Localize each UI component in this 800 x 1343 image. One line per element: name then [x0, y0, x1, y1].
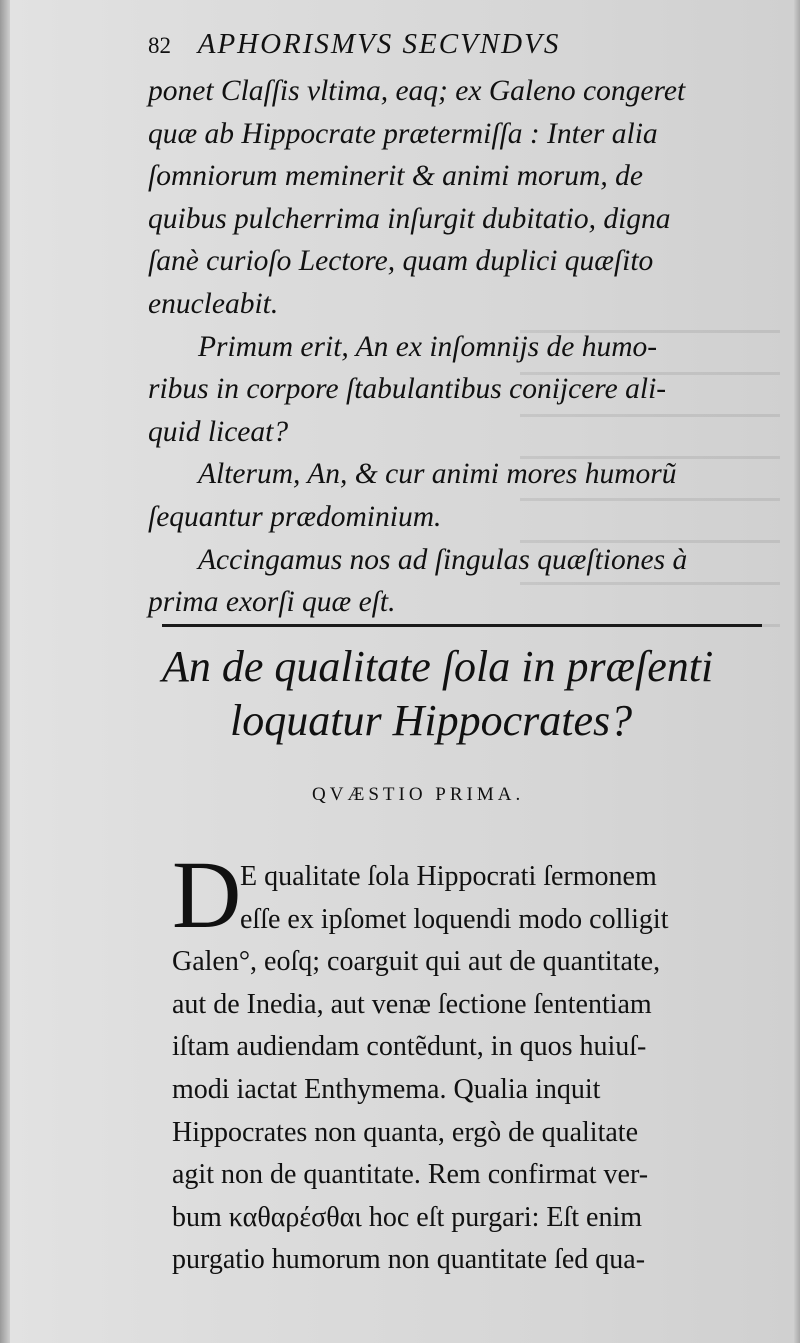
text-line: ponet Claſſis vltima, eaq; ex Galeno congeret: [148, 75, 686, 107]
text-line: purgatio humorum non quantitate ſed qua-: [172, 1244, 646, 1276]
section-title-line: An de qualitate ſola in præſenti: [162, 642, 714, 691]
text-line: prima exorſi quæ eſt.: [148, 586, 396, 619]
running-title: APHORISMVS SECVNDVS: [197, 28, 561, 60]
page-number: 82: [148, 33, 171, 58]
text-line: E qualitate ſola Hippocrati ſermonem: [240, 861, 657, 892]
text-line: ſequantur prædominium.: [148, 500, 442, 533]
section-title: [162, 640, 782, 748]
section-title-line: loquatur Hippocrates?: [230, 696, 633, 745]
text-line: eſſe ex ipſomet loquendi modo colligit: [240, 903, 669, 935]
text-line: quæ ab Hippocrate prætermiſſa : Inter alia: [148, 117, 658, 150]
text-line: quibus pulcherrima inſurgit dubitatio, digna: [148, 202, 671, 235]
text-line: Accingamus nos ad ſingulas quæſtiones à: [198, 543, 688, 576]
text-line: Primum erit, An ex inſomnijs de humo-: [198, 330, 658, 363]
text-line: Hippocrates non quanta, ergò de qualitate: [172, 1116, 638, 1148]
question-heading: QVÆSTIO PRIMA.: [312, 784, 525, 805]
text-line: modi iactat Enthymema. Qualia inquit: [172, 1073, 601, 1105]
page-binding-shadow: [0, 0, 10, 1343]
text-line: Galen°, eoſq; coarguit qui aut de quantitate,: [172, 946, 661, 978]
body-paragraph: [172, 856, 772, 1282]
text-line: ſomniorum meminerit & animi morum, de: [148, 160, 643, 193]
text-line: ſanè curioſo Lectore, quam duplici quæſito: [148, 245, 654, 278]
drop-cap: D: [172, 841, 242, 948]
text-line: quid liceat?: [148, 415, 289, 448]
italic-paragraphs: [148, 70, 768, 624]
running-header: [148, 28, 768, 68]
text-line: ribus in corpore ſtabulantibus conijcere ali-: [148, 373, 667, 406]
text-line: Alterum, An, & cur animi mores humorũ: [198, 458, 677, 491]
text-line: bum καθαρέσθαι hoc eſt purgari: Eſt enim: [172, 1201, 643, 1233]
section-divider: [162, 624, 762, 627]
text-line: iſtam audiendam contẽdunt, in quos huiuſ-: [172, 1031, 647, 1063]
text-line: agit non de quantitate. Rem confirmat ver-: [172, 1159, 649, 1191]
text-line: aut de Inedia, aut venæ ſectione ſententiam: [172, 988, 652, 1020]
page-edge-shadow: [794, 0, 800, 1343]
text-line: enucleabit.: [148, 287, 279, 320]
